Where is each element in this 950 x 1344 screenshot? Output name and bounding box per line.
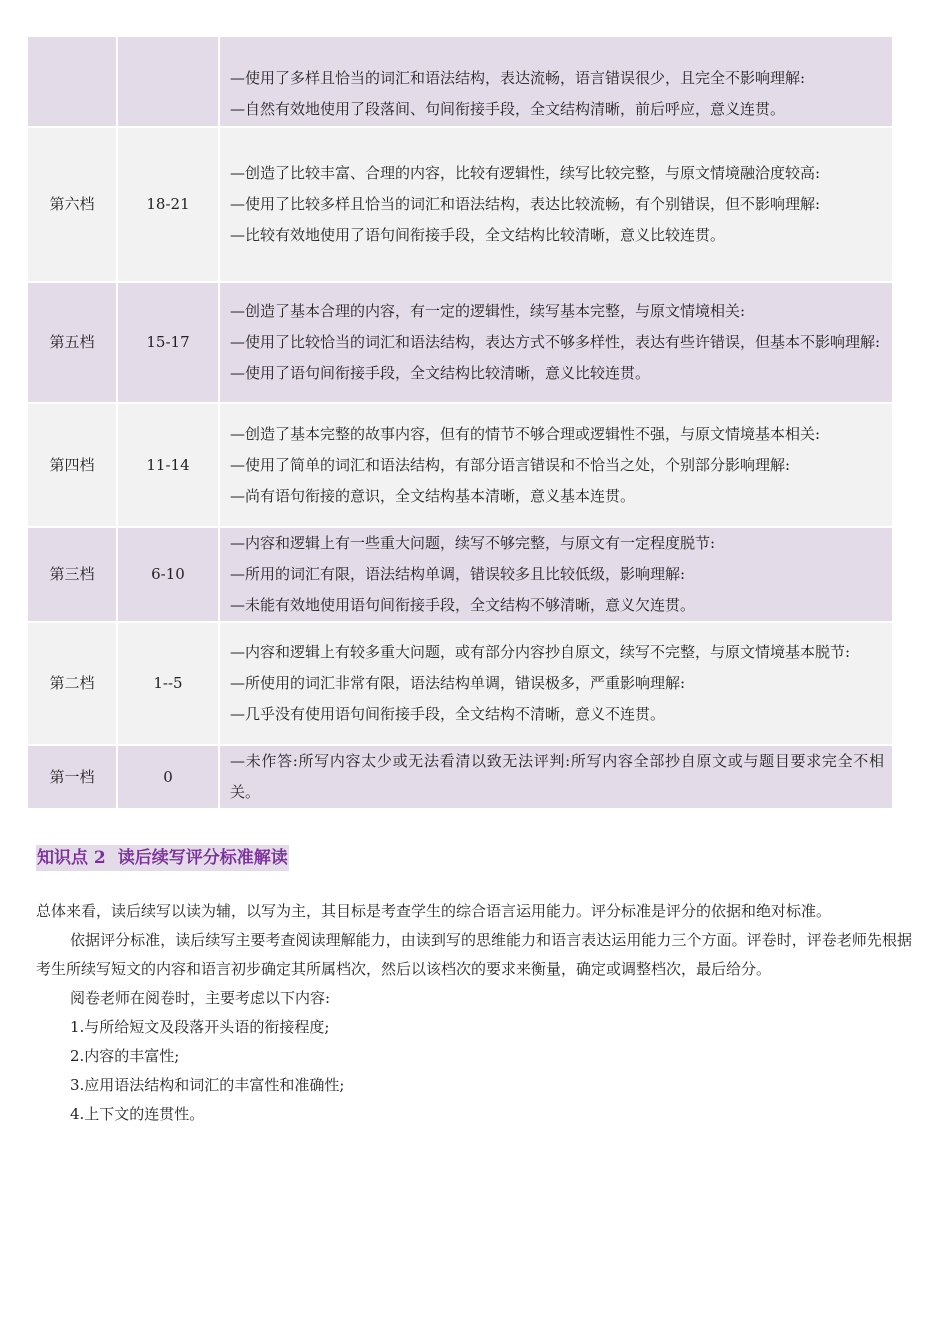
rubric-level-cell: 第五档 <box>28 283 118 404</box>
rubric-description-line: —尚有语句衔接的意识，全文结构基本清晰，意义基本连贯。 <box>230 486 636 505</box>
scoring-rubric-table <box>28 37 892 810</box>
rubric-description-line: —所用的词汇有限，语法结构单调，错误较多且比较低级，影响理解: <box>230 565 686 583</box>
rubric-row-level-4 <box>28 404 892 528</box>
rubric-description-line: —使用了多样且恰当的词汇和语法结构，表达流畅，语言错误很少，且完全不影响理解: <box>230 68 806 87</box>
rubric-row-top <box>28 37 892 128</box>
rubric-description-line: —内容和逻辑上有较多重大问题，或有部分内容抄自原文，续写不完整，与原文情境基本脱节: <box>230 643 851 661</box>
rubric-description-cell <box>220 623 892 746</box>
rubric-score-cell: 6-10 <box>118 528 220 623</box>
rubric-level-cell: 第四档 <box>28 404 118 528</box>
rubric-description-line: —使用了比较恰当的词汇和语法结构，表达方式不够多样性，表达有些许错误，但基本不影响理解: <box>230 333 881 351</box>
rubric-score-cell: 11-14 <box>118 404 220 528</box>
body-text <box>36 897 912 1129</box>
rubric-description-line: —自然有效地使用了段落间、句间衔接手段，全文结构清晰，前后呼应，意义连贯。 <box>230 99 786 118</box>
list-item: 2.内容的丰富性; <box>70 1047 180 1065</box>
list-item: 3.应用语法结构和词汇的丰富性和准确性; <box>70 1076 345 1094</box>
rubric-description-cell <box>220 128 892 283</box>
rubric-description-cell <box>220 746 892 810</box>
section-label: 知识点 2 <box>37 848 106 868</box>
rubric-row-level-6 <box>28 128 892 283</box>
rubric-description-cell <box>220 283 892 404</box>
rubric-level-cell: 第二档 <box>28 623 118 746</box>
rubric-score-cell: 0 <box>118 746 220 810</box>
rubric-row-level-5 <box>28 283 892 404</box>
paragraph-standards: 依据评分标准，读后续写主要考查阅读理解能力，由读到写的思维能力和语言表达运用能力三个方面。评卷时，评卷老师先根据考生所续写短文的内容和语言初步确定其所属档次，然后以该档次的要求来衡量，确定或调整档次，最后给分。 <box>36 931 912 978</box>
rubric-description-cell <box>220 37 892 128</box>
paragraph-overview: 总体来看，读后续写以读为辅，以写为主，其目标是考查学生的综合语言运用能力。评分标准是评分的依据和绝对标准。 <box>36 902 832 920</box>
rubric-row-level-1 <box>28 746 892 810</box>
rubric-score-cell: 15-17 <box>118 283 220 404</box>
rubric-description-line: —使用了语句间衔接手段，全文结构比较清晰，意义比较连贯。 <box>230 364 651 382</box>
rubric-description-line: —未能有效地使用语句间衔接手段，全文结构不够清晰，意义欠连贯。 <box>230 596 696 614</box>
paragraph-considerations: 阅卷老师在阅卷时，主要考虑以下内容: <box>70 989 331 1007</box>
rubric-description-line: —使用了比较多样且恰当的词汇和语法结构，表达比较流畅，有个别错误，但不影响理解: <box>230 195 821 213</box>
list-item: 4.上下文的连贯性。 <box>70 1105 205 1123</box>
rubric-score-cell <box>118 37 220 128</box>
rubric-level-cell: 第三档 <box>28 528 118 623</box>
rubric-description-line: —创造了基本合理的内容，有一定的逻辑性，续写基本完整，与原文情境相关: <box>230 302 746 320</box>
rubric-description-line: —几乎没有使用语句间衔接手段，全文结构不清晰，意义不连贯。 <box>230 705 666 723</box>
rubric-score-cell: 1--5 <box>118 623 220 746</box>
rubric-level-cell: 第六档 <box>28 128 118 283</box>
rubric-row-level-2 <box>28 623 892 746</box>
rubric-description-line: —未作答:所写内容太少或无法看清以致无法评判:所写内容全部抄自原文或与题目要求完全不相关。 <box>230 752 884 801</box>
rubric-score-cell: 18-21 <box>118 128 220 283</box>
rubric-description-cell <box>220 404 892 528</box>
rubric-description-line: —所使用的词汇非常有限，语法结构单调，错误极多，严重影响理解: <box>230 674 686 692</box>
rubric-description-line: —创造了基本完整的故事内容，但有的情节不够合理或逻辑性不强，与原文情境基本相关: <box>230 424 821 443</box>
rubric-description-line: —比较有效地使用了语句间衔接手段，全文结构比较清晰，意义比较连贯。 <box>230 226 726 244</box>
rubric-level-cell: 第一档 <box>28 746 118 810</box>
rubric-description-line: —使用了简单的词汇和语法结构，有部分语言错误和不恰当之处，个别部分影响理解: <box>230 455 791 474</box>
rubric-description-cell <box>220 528 892 623</box>
rubric-row-level-3 <box>28 528 892 623</box>
rubric-description-line: —创造了比较丰富、合理的内容，比较有逻辑性，续写比较完整，与原文情境融洽度较高: <box>230 164 821 182</box>
section-heading <box>36 845 289 871</box>
list-item: 1.与所给短文及段落开头语的衔接程度; <box>70 1018 330 1036</box>
rubric-level-cell <box>28 37 118 128</box>
section-title: 读后续写评分标准解读 <box>117 848 288 868</box>
rubric-description-line: —内容和逻辑上有一些重大问题，续写不够完整，与原文有一定程度脱节: <box>230 534 716 552</box>
